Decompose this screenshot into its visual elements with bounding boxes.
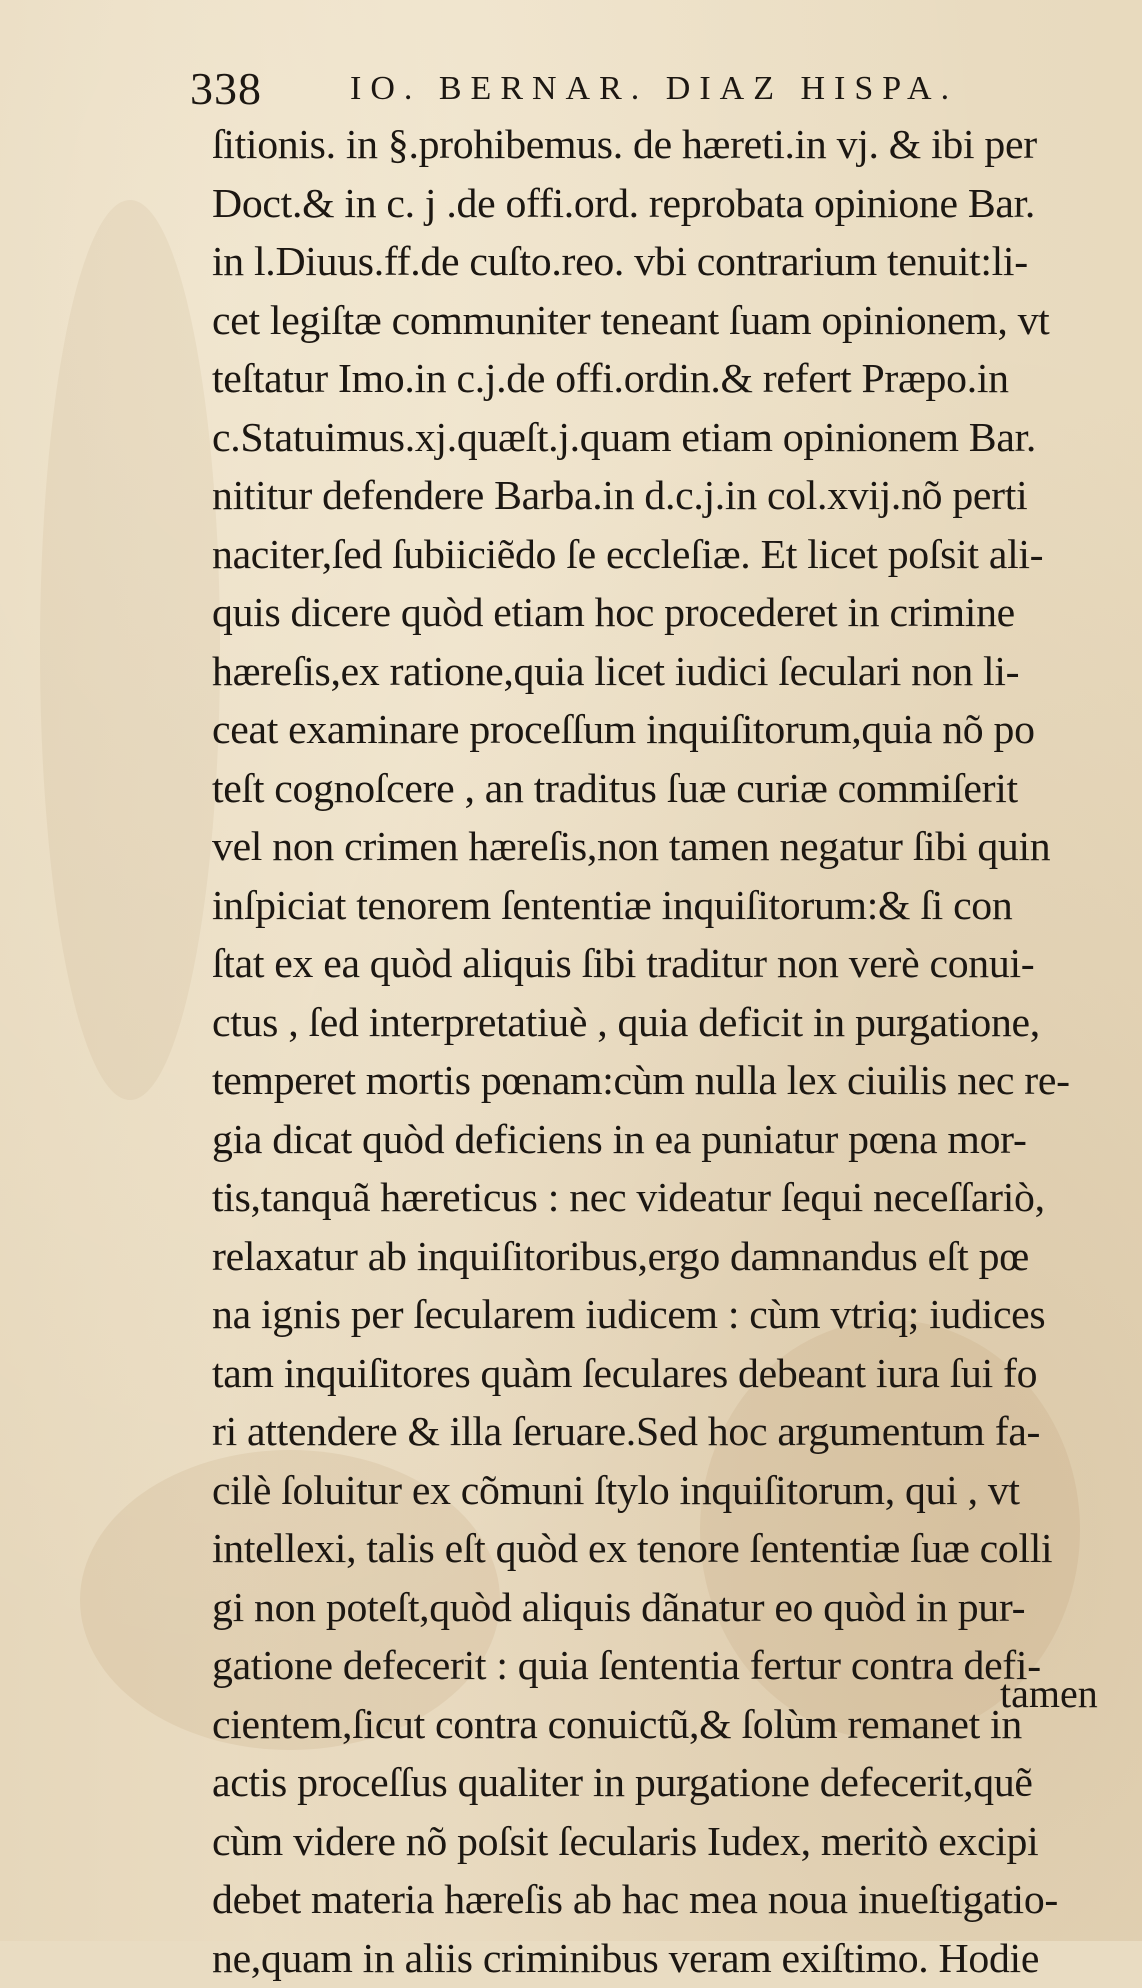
text-line: naciter,ſed ſubiiciẽdo ſe eccleſiæ. Et licet poſsit ali- xyxy=(212,526,1122,585)
text-line: cilè ſoluitur ex cõmuni ſtylo inquiſitorum, qui , vt xyxy=(212,1462,1122,1521)
text-line: intellexi, talis eſt quòd ex tenore ſententiæ ſuæ colli xyxy=(212,1520,1122,1579)
text-line: na ignis per ſecularem iudicem : cùm vtriq; iudices xyxy=(212,1286,1122,1345)
text-line: teſtatur Imo.in c.j.de offi.ordin.& refert Præpo.in xyxy=(212,350,1122,409)
page-number: 338 xyxy=(190,62,262,115)
text-line: inſpiciat tenorem ſententiæ inquiſitorum:& ſi con xyxy=(212,877,1122,936)
text-line: c.Statuimus.xj.quæſt.j.quam etiam opinionem Bar. xyxy=(212,409,1122,468)
text-line: gi non poteſt,quòd aliquis dãnatur eo quòd in pur- xyxy=(212,1579,1122,1638)
body-text xyxy=(212,116,1122,1988)
text-line: debet materia hæreſis ab hac mea noua inueſtigatio- xyxy=(212,1871,1122,1930)
running-head: IO. BERNAR. DIAZ HISPA. xyxy=(350,70,958,108)
text-line: ceat examinare proceſſum inquiſitorum,quia nõ po xyxy=(212,701,1122,760)
paper-stain xyxy=(40,200,220,1100)
text-line: nititur defendere Barba.in d.c.j.in col.xvij.nõ perti xyxy=(212,467,1122,526)
text-line: in l.Diuus.ff.de cuſto.reo. vbi contrarium tenuit:li- xyxy=(212,233,1122,292)
text-line: tis,tanquã hæreticus : nec videatur ſequi neceſſariò, xyxy=(212,1169,1122,1228)
text-line: temperet mortis pœnam:cùm nulla lex ciuilis nec re- xyxy=(212,1052,1122,1111)
text-line: quis dicere quòd etiam hoc procederet in crimine xyxy=(212,584,1122,643)
text-line: ri attendere & illa ſeruare.Sed hoc argumentum fa- xyxy=(212,1403,1122,1462)
text-line: Doct.& in c. j .de offi.ord. reprobata opinione Bar. xyxy=(212,175,1122,234)
text-line: actis proceſſus qualiter in purgatione defecerit,quẽ xyxy=(212,1754,1122,1813)
text-line: ne,quam in aliis criminibus veram exiſtimo. Hodie xyxy=(212,1930,1122,1988)
text-line: cet legiſtæ communiter teneant ſuam opinionem, vt xyxy=(212,292,1122,351)
text-line: ſtat ex ea quòd aliquis ſibi traditur non verè conui- xyxy=(212,935,1122,994)
text-line: gatione defecerit : quia ſententia fertur contra defi- xyxy=(212,1637,1122,1696)
text-line: hæreſis,ex ratione,quia licet iudici ſeculari non li- xyxy=(212,643,1122,702)
text-line: relaxatur ab inquiſitoribus,ergo damnandus eſt pœ xyxy=(212,1228,1122,1287)
text-line: teſt cognoſcere , an traditus ſuæ curiæ commiſerit xyxy=(212,760,1122,819)
text-line: tam inquiſitores quàm ſeculares debeant iura ſui fo xyxy=(212,1345,1122,1404)
text-line: cientem,ſicut contra conuictũ,& ſolùm remanet in xyxy=(212,1696,1122,1755)
text-line: gia dicat quòd deficiens in ea puniatur pœna mor- xyxy=(212,1111,1122,1170)
catchword: tamen xyxy=(1000,1670,1098,1717)
text-line: ctus , ſed interpretatiuè , quia deficit in purgatione, xyxy=(212,994,1122,1053)
page-header xyxy=(190,62,1070,112)
text-line: cùm videre nõ poſsit ſecularis Iudex, meritò excipi xyxy=(212,1813,1122,1872)
text-line: ſitionis. in §.prohibemus. de hæreti.in vj. & ibi per xyxy=(212,116,1122,175)
text-line: vel non crimen hæreſis,non tamen negatur ſibi quin xyxy=(212,818,1122,877)
